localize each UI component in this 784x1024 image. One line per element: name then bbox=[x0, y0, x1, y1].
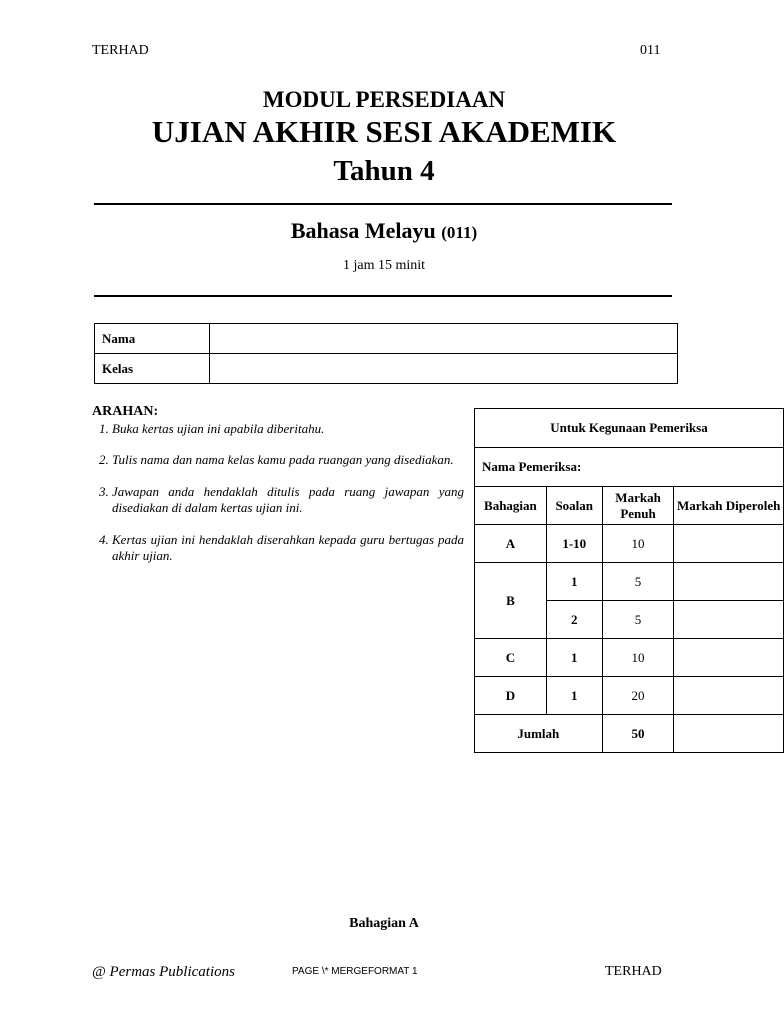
instructions-list bbox=[92, 421, 464, 564]
footer-publisher: @ Permas Publications bbox=[92, 964, 235, 980]
instructions-title: ARAHAN: bbox=[92, 404, 159, 419]
footer-page-field: PAGE \* MERGEFORMAT 1 bbox=[292, 966, 418, 977]
class-label: Kelas bbox=[95, 354, 210, 384]
name-label: Nama bbox=[95, 324, 210, 354]
header-soalan: Soalan bbox=[546, 487, 602, 525]
instruction-item: 1. Buka kertas ujian ini apabila diberitahu. bbox=[112, 421, 464, 437]
header-markah-penuh: Markah Penuh bbox=[602, 487, 674, 525]
name-field[interactable] bbox=[210, 324, 678, 354]
divider-top bbox=[94, 203, 672, 205]
student-name-row bbox=[95, 324, 678, 354]
header-markah-diperoleh: Markah Diperoleh bbox=[674, 487, 784, 525]
row-bahagian: C bbox=[475, 639, 547, 677]
subject-code: (011) bbox=[441, 223, 478, 242]
total-row bbox=[475, 715, 784, 753]
row-markah-penuh: 10 bbox=[602, 525, 674, 563]
row-soalan: 1 bbox=[546, 639, 602, 677]
table-row bbox=[475, 563, 784, 601]
row-bahagian: B bbox=[475, 563, 547, 639]
row-markah-diperoleh[interactable] bbox=[674, 563, 784, 601]
row-markah-penuh: 10 bbox=[602, 639, 674, 677]
title-line-2: UJIAN AKHIR SESI AKADEMIK bbox=[151, 114, 617, 149]
row-markah-penuh: 5 bbox=[602, 563, 674, 601]
title-line-3: Tahun 4 bbox=[333, 155, 435, 187]
examiner-name-row bbox=[475, 448, 784, 487]
header-paper-code: 011 bbox=[640, 43, 661, 58]
row-markah-diperoleh[interactable] bbox=[674, 677, 784, 715]
header-left: TERHAD bbox=[92, 43, 149, 58]
row-bahagian: D bbox=[475, 677, 547, 715]
footer-classification: TERHAD bbox=[605, 964, 662, 979]
examiner-table bbox=[474, 408, 784, 753]
divider-bottom bbox=[94, 295, 672, 297]
exam-duration: 1 jam 15 minit bbox=[342, 258, 426, 273]
row-markah-diperoleh[interactable] bbox=[674, 639, 784, 677]
row-markah-penuh: 20 bbox=[602, 677, 674, 715]
examiner-name-label: Nama Pemeriksa: bbox=[475, 448, 784, 487]
table-row bbox=[475, 525, 784, 563]
section-heading: Bahagian A bbox=[349, 916, 419, 931]
total-diperoleh[interactable] bbox=[674, 715, 784, 753]
class-field[interactable] bbox=[210, 354, 678, 384]
table-row bbox=[475, 677, 784, 715]
row-soalan: 1-10 bbox=[546, 525, 602, 563]
subject-name: Bahasa Melayu bbox=[290, 218, 436, 243]
row-markah-diperoleh[interactable] bbox=[674, 601, 784, 639]
examiner-table-title-row bbox=[475, 409, 784, 448]
table-row bbox=[475, 639, 784, 677]
instruction-item: 2. Tulis nama dan nama kelas kamu pada ruangan yang disediakan. bbox=[112, 452, 464, 468]
row-markah-penuh: 5 bbox=[602, 601, 674, 639]
total-value: 50 bbox=[602, 715, 674, 753]
instruction-item: 3. Jawapan anda hendaklah ditulis pada ruang jawapan yang disediakan di dalam kertas ujian ini. bbox=[112, 484, 464, 516]
examiner-table-title: Untuk Kegunaan Pemeriksa bbox=[475, 409, 784, 448]
title-line-1: MODUL PERSEDIAAN bbox=[262, 87, 506, 112]
row-bahagian: A bbox=[475, 525, 547, 563]
student-info-table bbox=[94, 323, 678, 384]
subject-title bbox=[0, 218, 768, 244]
row-soalan: 1 bbox=[546, 563, 602, 601]
student-class-row bbox=[95, 354, 678, 384]
header-bahagian: Bahagian bbox=[475, 487, 547, 525]
row-soalan: 1 bbox=[546, 677, 602, 715]
instruction-item: 4. Kertas ujian ini hendaklah diserahkan kepada guru bertugas pada akhir ujian. bbox=[112, 532, 464, 564]
total-label: Jumlah bbox=[475, 715, 603, 753]
examiner-table-header bbox=[475, 487, 784, 525]
row-markah-diperoleh[interactable] bbox=[674, 525, 784, 563]
instructions bbox=[92, 404, 464, 580]
row-soalan: 2 bbox=[546, 601, 602, 639]
